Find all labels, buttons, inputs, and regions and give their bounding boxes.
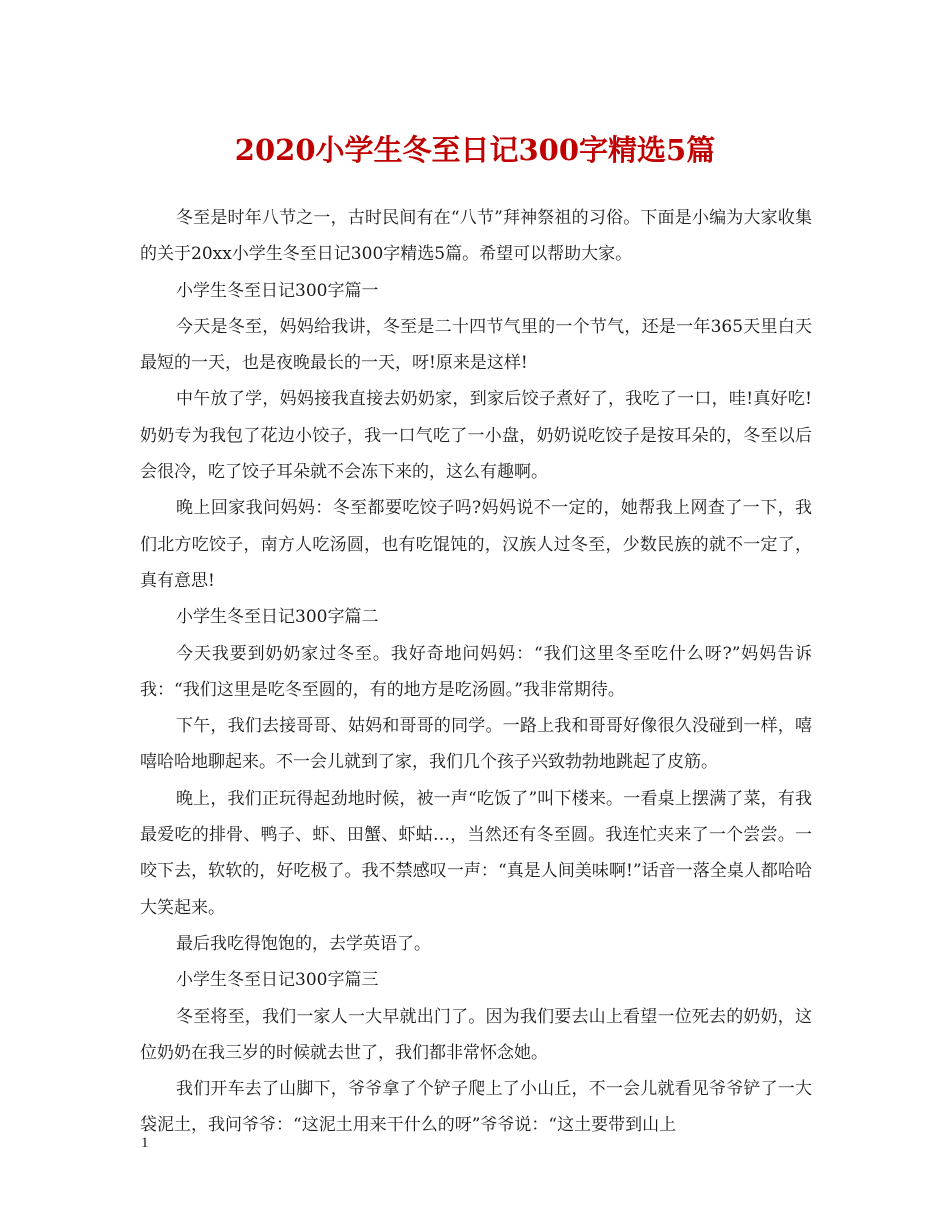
page-number: 1 [141, 1135, 149, 1151]
section-heading-3: 小学生冬至日记300字篇三 [176, 970, 379, 991]
document-title: 2020小学生冬至日记300字精选5篇 [234, 133, 716, 167]
document-body [140, 200, 812, 1144]
paragraph-intro: 冬至是时年八节之一，古时民间有在“八节”拜神祭祖的习俗。下面是小编为大家收集的关于20xx小学生冬至日记300字精选5篇。希望可以帮助大家。 [140, 208, 812, 265]
paragraph: 下午，我们去接哥哥、姑妈和哥哥的同学。一路上我和哥哥好像很久没碰到一样，嘻嘻哈哈地聊起来。不一会儿就到了家，我们几个孩子兴致勃勃地跳起了皮筋。 [140, 716, 812, 773]
section-heading-2: 小学生冬至日记300字篇二 [176, 607, 379, 628]
paragraph: 晚上，我们正玩得起劲地时候，被一声“吃饭了”叫下楼来。一看桌上摆满了菜，有我最爱吃的排骨、鸭子、虾、田蟹、虾蛄…，当然还有冬至圆。我连忙夹来了一个尝尝。一咬下去，软软的，好吃极了。我不禁感叹一声：“真是人间美味啊!”话音一落全桌人都哈哈大笑起来。 [140, 788, 812, 918]
paragraph: 我们开车去了山脚下，爷爷拿了个铲子爬上了小山丘，不一会儿就看见爷爷铲了一大袋泥土，我问爷爷：“这泥土用来干什么的呀”爷爷说：“这土要带到山上 [140, 1079, 812, 1136]
paragraph: 今天是冬至，妈妈给我讲，冬至是二十四节气里的一个节气，还是一年365天里白天最短的一天，也是夜晚最长的一天，呀!原来是这样! [140, 316, 812, 374]
section-heading-1: 小学生冬至日记300字篇一 [176, 280, 379, 301]
paragraph: 今天我要到奶奶家过冬至。我好奇地问妈妈：“我们这里冬至吃什么呀?”妈妈告诉我：“我们这里是吃冬至圆的，有的地方是吃汤圆。”我非常期待。 [140, 643, 812, 700]
paragraph: 最后我吃得饱饱的，去学英语了。 [176, 933, 431, 954]
paragraph: 冬至将至，我们一家人一大早就出门了。因为我们要去山上看望一位死去的奶奶，这位奶奶在我三岁的时候就去世了，我们都非常怀念她。 [140, 1006, 812, 1063]
paragraph: 中午放了学，妈妈接我直接去奶奶家，到家后饺子煮好了，我吃了一口，哇!真好吃!奶奶专为我包了花边小饺子，我一口气吃了一小盘，奶奶说吃饺子是按耳朵的，冬至以后会很冷，吃了饺子耳朵就不会冻下来的，这么有趣啊。 [140, 389, 812, 483]
paragraph: 晚上回家我问妈妈：冬至都要吃饺子吗?妈妈说不一定的，她帮我上网查了一下，我们北方吃饺子，南方人吃汤圆，也有吃馄饨的，汉族人过冬至，少数民族的就不一定了，真有意思! [140, 498, 812, 591]
